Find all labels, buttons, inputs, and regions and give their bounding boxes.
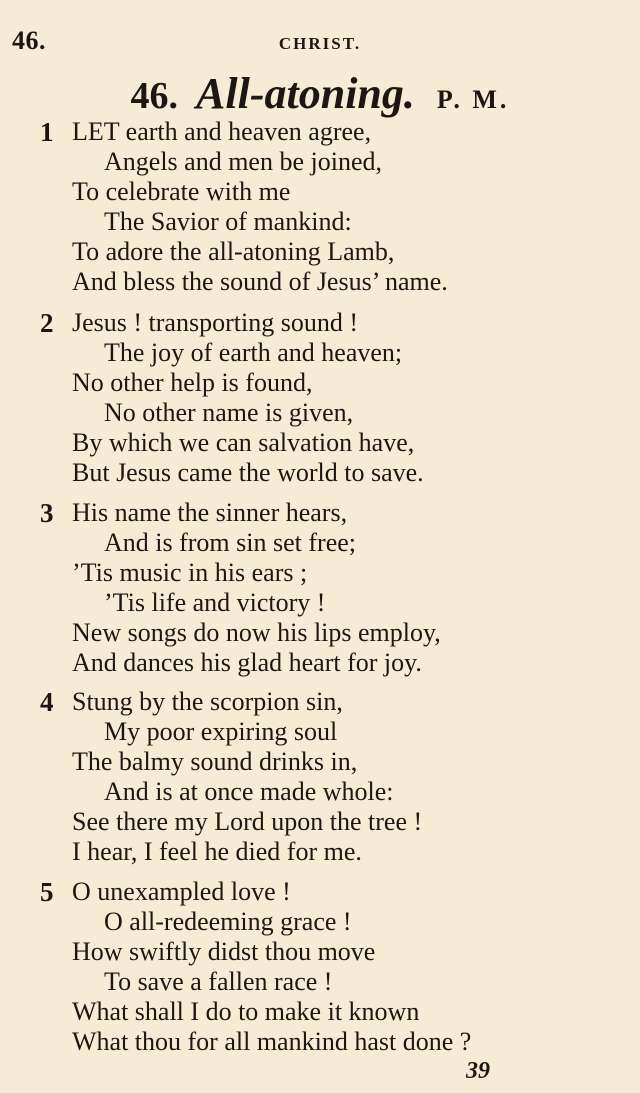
verse-line: Jesus ! transporting sound ! [72, 308, 358, 337]
stanza-number: 1 [40, 117, 54, 147]
stanza-number: 2 [40, 308, 54, 338]
hymn-name: All-atoning. [196, 69, 415, 118]
verse-line: By which we can salvation have, [72, 428, 415, 457]
verse-line: See there my Lord upon the tree ! [72, 807, 423, 836]
running-head: CHRIST. [278, 34, 362, 53]
verse-line: No other help is found, [72, 368, 313, 397]
verse-line: ’Tis life and victory ! [104, 588, 326, 617]
verse-line: ’Tis music in his ears ; [72, 558, 308, 587]
verse-line: To celebrate with me [72, 177, 291, 206]
verse-line: To adore the all-atoning Lamb, [72, 237, 395, 266]
verse-line: I hear, I feel he died for me. [72, 837, 362, 866]
verse-line: And is from sin set free; [104, 528, 357, 557]
verse-line: The balmy sound drinks in, [72, 747, 358, 776]
verse-line: O all-redeeming grace ! [104, 907, 352, 936]
verse-line: What thou for all mankind hast done ? [72, 1027, 472, 1056]
verse-line: How swiftly didst thou move [72, 937, 376, 966]
verse-line: Stung by the scorpion sin, [72, 687, 343, 716]
hymn-meter: P. M. [436, 85, 510, 114]
verse-line: To save a fallen race ! [104, 967, 333, 996]
stanza-number: 5 [40, 877, 54, 907]
stanza-number: 4 [40, 687, 54, 717]
verse-line: O unexampled love ! [72, 877, 291, 906]
verse-line: LET earth and heaven agree, [72, 117, 372, 146]
verse-line: No other name is given, [104, 398, 354, 427]
stanza-number: 3 [40, 498, 54, 528]
verse-line: My poor expiring soul [104, 717, 338, 746]
verse-line: The Savior of mankind: [104, 207, 352, 236]
page-number: 46. [12, 26, 46, 55]
hymn-number: 46. [130, 75, 179, 117]
hymn-title [0, 68, 640, 119]
verse-line: And is at once made whole: [104, 777, 394, 806]
verse-line: And dances his glad heart for joy. [72, 648, 422, 677]
verse-line: New songs do now his lips employ, [72, 618, 441, 647]
verse-line: His name the sinner hears, [72, 498, 348, 527]
verse-line: What shall I do to make it known [72, 997, 420, 1026]
verse-line: The joy of earth and heaven; [104, 338, 403, 367]
verse-line: And bless the sound of Jesus’ name. [72, 267, 448, 296]
verse-line: But Jesus came the world to save. [72, 458, 424, 487]
verse-line: Angels and men be joined, [104, 147, 382, 176]
signature-mark: 39 [466, 1058, 490, 1084]
